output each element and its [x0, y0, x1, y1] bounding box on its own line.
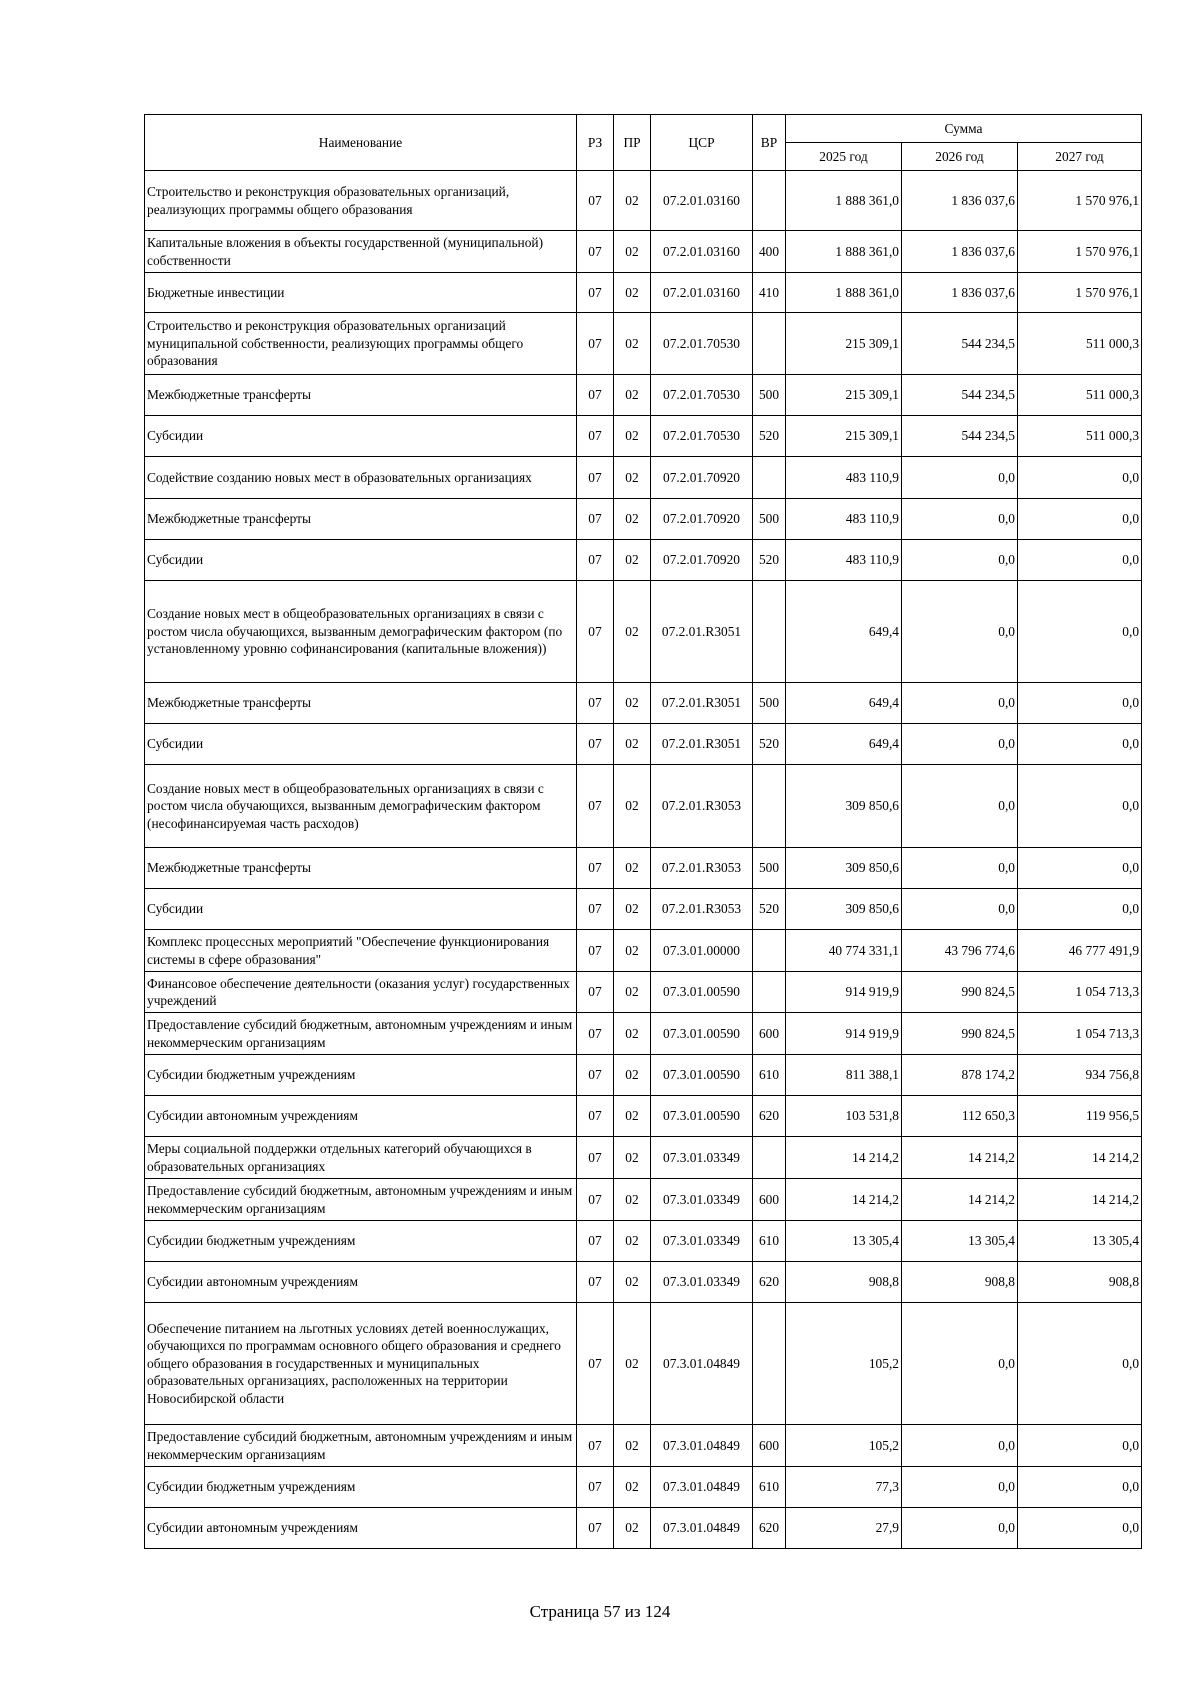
row-sum-2027: 0,0 [1018, 1303, 1142, 1425]
table-row [145, 765, 1142, 848]
row-csr: 07.3.01.00590 [651, 1055, 753, 1096]
row-sum-2027: 0,0 [1018, 540, 1142, 581]
row-rz: 07 [577, 231, 614, 273]
row-pr: 02 [614, 930, 651, 972]
row-sum-2026: 0,0 [902, 1303, 1018, 1425]
row-sum-2025: 309 850,6 [786, 889, 902, 930]
row-csr: 07.2.01.70920 [651, 540, 753, 581]
row-vr: 620 [753, 1508, 786, 1549]
row-sum-2025: 914 919,9 [786, 1013, 902, 1055]
row-rz: 07 [577, 581, 614, 683]
row-pr: 02 [614, 171, 651, 231]
row-csr: 07.2.01.R3051 [651, 724, 753, 765]
row-pr: 02 [614, 765, 651, 848]
table-row [145, 171, 1142, 231]
row-rz: 07 [577, 416, 614, 457]
row-name: Субсидии [145, 889, 577, 930]
row-csr: 07.2.01.70920 [651, 457, 753, 499]
row-name: Предоставление субсидий бюджетным, автономным учреждениям и иным некоммерческим организациям [145, 1013, 577, 1055]
row-pr: 02 [614, 375, 651, 416]
row-rz: 07 [577, 1467, 614, 1508]
table-row [145, 1055, 1142, 1096]
row-pr: 02 [614, 1467, 651, 1508]
row-sum-2025: 14 214,2 [786, 1179, 902, 1221]
row-sum-2027: 0,0 [1018, 1425, 1142, 1467]
table-row [145, 1137, 1142, 1179]
row-rz: 07 [577, 848, 614, 889]
table-row [145, 457, 1142, 499]
row-sum-2027: 119 956,5 [1018, 1096, 1142, 1137]
row-csr: 07.3.01.00000 [651, 930, 753, 972]
row-vr: 500 [753, 499, 786, 540]
table-row [145, 273, 1142, 313]
row-sum-2026: 990 824,5 [902, 972, 1018, 1013]
row-sum-2025: 649,4 [786, 724, 902, 765]
row-csr: 07.3.01.04849 [651, 1425, 753, 1467]
table-row [145, 683, 1142, 724]
row-pr: 02 [614, 1425, 651, 1467]
row-sum-2025: 811 388,1 [786, 1055, 902, 1096]
row-sum-2026: 14 214,2 [902, 1137, 1018, 1179]
row-sum-2026: 0,0 [902, 724, 1018, 765]
row-sum-2026: 1 836 037,6 [902, 273, 1018, 313]
row-rz: 07 [577, 683, 614, 724]
row-sum-2027: 0,0 [1018, 581, 1142, 683]
row-sum-2026: 0,0 [902, 765, 1018, 848]
row-rz: 07 [577, 540, 614, 581]
table-row [145, 889, 1142, 930]
row-csr: 07.3.01.00590 [651, 1013, 753, 1055]
row-sum-2025: 105,2 [786, 1303, 902, 1425]
row-pr: 02 [614, 889, 651, 930]
row-pr: 02 [614, 457, 651, 499]
row-sum-2027: 0,0 [1018, 1508, 1142, 1549]
row-csr: 07.3.01.04849 [651, 1467, 753, 1508]
row-sum-2026: 43 796 774,6 [902, 930, 1018, 972]
row-vr: 610 [753, 1055, 786, 1096]
page-number: Страница 57 из 124 [529, 1602, 671, 1621]
row-rz: 07 [577, 1137, 614, 1179]
row-rz: 07 [577, 273, 614, 313]
row-sum-2027: 0,0 [1018, 724, 1142, 765]
row-vr [753, 171, 786, 231]
row-sum-2027: 1 570 976,1 [1018, 231, 1142, 273]
row-csr: 07.2.01.R3051 [651, 581, 753, 683]
row-name: Предоставление субсидий бюджетным, автономным учреждениям и иным некоммерческим организациям [145, 1179, 577, 1221]
table-row [145, 1467, 1142, 1508]
row-pr: 02 [614, 1096, 651, 1137]
row-rz: 07 [577, 1096, 614, 1137]
row-csr: 07.2.01.03160 [651, 171, 753, 231]
row-vr: 500 [753, 375, 786, 416]
row-sum-2026: 0,0 [902, 1467, 1018, 1508]
row-sum-2025: 103 531,8 [786, 1096, 902, 1137]
table-row [145, 416, 1142, 457]
row-sum-2025: 483 110,9 [786, 540, 902, 581]
row-csr: 07.2.01.R3051 [651, 683, 753, 724]
row-sum-2025: 215 309,1 [786, 416, 902, 457]
row-rz: 07 [577, 499, 614, 540]
table-row [145, 540, 1142, 581]
row-sum-2025: 649,4 [786, 683, 902, 724]
row-csr: 07.2.01.03160 [651, 273, 753, 313]
row-name: Обеспечение питанием на льготных условиях детей военнослужащих, обучающихся по программам основного общего образования и среднего общего образования в государственных и муниципальных образовательных организациях, расположенных на территории Новосибирской области [145, 1303, 577, 1425]
row-sum-2025: 77,3 [786, 1467, 902, 1508]
table-row [145, 231, 1142, 273]
table-row [145, 1425, 1142, 1467]
row-name: Субсидии автономным учреждениям [145, 1262, 577, 1303]
row-name: Меры социальной поддержки отдельных категорий обучающихся в образовательных организациях [145, 1137, 577, 1179]
row-csr: 07.3.01.03349 [651, 1137, 753, 1179]
table-row [145, 848, 1142, 889]
row-pr: 02 [614, 1262, 651, 1303]
table-row [145, 1262, 1142, 1303]
row-rz: 07 [577, 1055, 614, 1096]
table-row [145, 930, 1142, 972]
row-name: Субсидии [145, 724, 577, 765]
row-pr: 02 [614, 1137, 651, 1179]
row-name: Субсидии [145, 416, 577, 457]
row-vr [753, 930, 786, 972]
row-pr: 02 [614, 416, 651, 457]
row-pr: 02 [614, 683, 651, 724]
row-name: Субсидии автономным учреждениям [145, 1096, 577, 1137]
row-pr: 02 [614, 848, 651, 889]
row-sum-2027: 934 756,8 [1018, 1055, 1142, 1096]
row-csr: 07.2.01.R3053 [651, 765, 753, 848]
budget-table [144, 114, 1142, 1549]
header-name: Наименование [145, 115, 577, 171]
row-sum-2026: 990 824,5 [902, 1013, 1018, 1055]
row-csr: 07.2.01.70920 [651, 499, 753, 540]
row-rz: 07 [577, 724, 614, 765]
row-sum-2027: 0,0 [1018, 1467, 1142, 1508]
row-sum-2026: 544 234,5 [902, 416, 1018, 457]
row-csr: 07.3.01.04849 [651, 1508, 753, 1549]
row-sum-2026: 544 234,5 [902, 375, 1018, 416]
row-name: Создание новых мест в общеобразовательных организациях в связи с ростом числа обучающихся, вызванным демографическим фактором (несофинансируемая часть расходов) [145, 765, 577, 848]
row-csr: 07.3.01.00590 [651, 1096, 753, 1137]
row-vr: 520 [753, 724, 786, 765]
row-sum-2025: 215 309,1 [786, 313, 902, 375]
row-sum-2025: 215 309,1 [786, 375, 902, 416]
row-csr: 07.2.01.R3053 [651, 848, 753, 889]
table-row [145, 499, 1142, 540]
table-body [145, 171, 1142, 1549]
row-name: Финансовое обеспечение деятельности (оказания услуг) государственных учреждений [145, 972, 577, 1013]
table-row [145, 1013, 1142, 1055]
row-sum-2027: 0,0 [1018, 848, 1142, 889]
row-name: Субсидии бюджетным учреждениям [145, 1055, 577, 1096]
row-sum-2025: 40 774 331,1 [786, 930, 902, 972]
row-sum-2025: 649,4 [786, 581, 902, 683]
table-row [145, 581, 1142, 683]
header-pr: ПР [614, 115, 651, 171]
row-rz: 07 [577, 457, 614, 499]
row-sum-2027: 511 000,3 [1018, 416, 1142, 457]
row-rz: 07 [577, 972, 614, 1013]
row-name: Межбюджетные трансферты [145, 375, 577, 416]
row-name: Межбюджетные трансферты [145, 499, 577, 540]
table-row [145, 313, 1142, 375]
row-vr: 500 [753, 848, 786, 889]
row-sum-2026: 1 836 037,6 [902, 231, 1018, 273]
row-name: Капитальные вложения в объекты государственной (муниципальной) собственности [145, 231, 577, 273]
row-vr: 600 [753, 1425, 786, 1467]
row-vr [753, 457, 786, 499]
row-sum-2027: 0,0 [1018, 457, 1142, 499]
table-header [145, 115, 1142, 171]
row-sum-2026: 0,0 [902, 889, 1018, 930]
row-pr: 02 [614, 724, 651, 765]
row-sum-2026: 1 836 037,6 [902, 171, 1018, 231]
header-csr: ЦСР [651, 115, 753, 171]
row-name: Предоставление субсидий бюджетным, автономным учреждениям и иным некоммерческим организациям [145, 1425, 577, 1467]
row-sum-2027: 511 000,3 [1018, 375, 1142, 416]
row-name: Создание новых мест в общеобразовательных организациях в связи с ростом числа обучающихся, вызванным демографическим фактором (по установленному уровню софинансирования (капитальные вложения)) [145, 581, 577, 683]
row-vr: 610 [753, 1221, 786, 1262]
row-sum-2026: 112 650,3 [902, 1096, 1018, 1137]
row-csr: 07.2.01.70530 [651, 416, 753, 457]
table-row [145, 1508, 1142, 1549]
row-sum-2025: 1 888 361,0 [786, 273, 902, 313]
row-sum-2026: 0,0 [902, 457, 1018, 499]
table-row [145, 1096, 1142, 1137]
row-vr: 520 [753, 540, 786, 581]
row-name: Строительство и реконструкция образовательных организаций, реализующих программы общего образования [145, 171, 577, 231]
row-csr: 07.2.01.03160 [651, 231, 753, 273]
row-sum-2027: 1 570 976,1 [1018, 273, 1142, 313]
row-sum-2025: 483 110,9 [786, 457, 902, 499]
row-sum-2025: 1 888 361,0 [786, 231, 902, 273]
row-csr: 07.3.01.03349 [651, 1262, 753, 1303]
row-sum-2025: 27,9 [786, 1508, 902, 1549]
row-sum-2025: 1 888 361,0 [786, 171, 902, 231]
row-vr: 600 [753, 1013, 786, 1055]
row-name: Межбюджетные трансферты [145, 848, 577, 889]
row-pr: 02 [614, 1179, 651, 1221]
row-sum-2027: 1 570 976,1 [1018, 171, 1142, 231]
row-csr: 07.3.01.03349 [651, 1221, 753, 1262]
row-vr [753, 581, 786, 683]
row-sum-2025: 309 850,6 [786, 765, 902, 848]
row-rz: 07 [577, 1013, 614, 1055]
row-pr: 02 [614, 231, 651, 273]
row-sum-2027: 0,0 [1018, 683, 1142, 724]
row-name: Межбюджетные трансферты [145, 683, 577, 724]
row-csr: 07.3.01.04849 [651, 1303, 753, 1425]
row-sum-2027: 14 214,2 [1018, 1179, 1142, 1221]
row-vr: 610 [753, 1467, 786, 1508]
row-sum-2027: 46 777 491,9 [1018, 930, 1142, 972]
row-sum-2026: 0,0 [902, 499, 1018, 540]
row-rz: 07 [577, 765, 614, 848]
row-rz: 07 [577, 930, 614, 972]
row-rz: 07 [577, 889, 614, 930]
row-sum-2026: 544 234,5 [902, 313, 1018, 375]
table-row [145, 1179, 1142, 1221]
row-pr: 02 [614, 313, 651, 375]
row-pr: 02 [614, 1221, 651, 1262]
row-rz: 07 [577, 375, 614, 416]
row-rz: 07 [577, 1508, 614, 1549]
header-year-2027: 2027 год [1018, 143, 1142, 171]
header-year-2026: 2026 год [902, 143, 1018, 171]
row-name: Бюджетные инвестиции [145, 273, 577, 313]
row-sum-2027: 0,0 [1018, 889, 1142, 930]
row-sum-2025: 309 850,6 [786, 848, 902, 889]
header-rz: РЗ [577, 115, 614, 171]
row-vr [753, 313, 786, 375]
row-sum-2026: 0,0 [902, 683, 1018, 724]
row-vr [753, 1303, 786, 1425]
row-sum-2027: 1 054 713,3 [1018, 972, 1142, 1013]
row-sum-2025: 914 919,9 [786, 972, 902, 1013]
row-rz: 07 [577, 313, 614, 375]
row-pr: 02 [614, 1013, 651, 1055]
row-rz: 07 [577, 171, 614, 231]
row-rz: 07 [577, 1179, 614, 1221]
row-sum-2027: 14 214,2 [1018, 1137, 1142, 1179]
row-sum-2027: 0,0 [1018, 765, 1142, 848]
row-sum-2026: 878 174,2 [902, 1055, 1018, 1096]
row-rz: 07 [577, 1221, 614, 1262]
row-sum-2026: 0,0 [902, 1508, 1018, 1549]
row-sum-2025: 908,8 [786, 1262, 902, 1303]
header-vr: ВР [753, 115, 786, 171]
row-csr: 07.2.01.70530 [651, 313, 753, 375]
row-vr: 400 [753, 231, 786, 273]
table-row [145, 1303, 1142, 1425]
row-sum-2027: 908,8 [1018, 1262, 1142, 1303]
row-csr: 07.2.01.R3053 [651, 889, 753, 930]
row-csr: 07.3.01.00590 [651, 972, 753, 1013]
row-name: Содействие созданию новых мест в образовательных организациях [145, 457, 577, 499]
row-vr: 620 [753, 1096, 786, 1137]
row-name: Субсидии бюджетным учреждениям [145, 1221, 577, 1262]
row-pr: 02 [614, 499, 651, 540]
row-pr: 02 [614, 1508, 651, 1549]
row-sum-2025: 14 214,2 [786, 1137, 902, 1179]
row-vr: 520 [753, 889, 786, 930]
row-sum-2025: 105,2 [786, 1425, 902, 1467]
row-sum-2026: 0,0 [902, 581, 1018, 683]
row-vr: 520 [753, 416, 786, 457]
row-pr: 02 [614, 273, 651, 313]
row-sum-2027: 511 000,3 [1018, 313, 1142, 375]
row-name: Субсидии [145, 540, 577, 581]
row-vr [753, 1137, 786, 1179]
row-vr: 410 [753, 273, 786, 313]
row-sum-2027: 0,0 [1018, 499, 1142, 540]
row-sum-2026: 14 214,2 [902, 1179, 1018, 1221]
row-rz: 07 [577, 1303, 614, 1425]
row-name: Комплекс процессных мероприятий "Обеспечение функционирования системы в сфере образования" [145, 930, 577, 972]
row-pr: 02 [614, 1055, 651, 1096]
row-sum-2027: 13 305,4 [1018, 1221, 1142, 1262]
row-pr: 02 [614, 1303, 651, 1425]
row-vr: 620 [753, 1262, 786, 1303]
row-vr: 500 [753, 683, 786, 724]
row-csr: 07.3.01.03349 [651, 1179, 753, 1221]
header-year-2025: 2025 год [786, 143, 902, 171]
row-sum-2027: 1 054 713,3 [1018, 1013, 1142, 1055]
row-sum-2025: 13 305,4 [786, 1221, 902, 1262]
row-sum-2025: 483 110,9 [786, 499, 902, 540]
row-sum-2026: 908,8 [902, 1262, 1018, 1303]
row-name: Субсидии бюджетным учреждениям [145, 1467, 577, 1508]
header-sum: Сумма [786, 115, 1142, 143]
table-row [145, 375, 1142, 416]
row-rz: 07 [577, 1425, 614, 1467]
row-vr: 600 [753, 1179, 786, 1221]
row-sum-2026: 0,0 [902, 1425, 1018, 1467]
table-row [145, 724, 1142, 765]
row-sum-2026: 0,0 [902, 848, 1018, 889]
row-vr [753, 765, 786, 848]
row-name: Строительство и реконструкция образовательных организаций муниципальной собственности, реализующих программы общего образования [145, 313, 577, 375]
row-name: Субсидии автономным учреждениям [145, 1508, 577, 1549]
row-sum-2026: 0,0 [902, 540, 1018, 581]
table-row [145, 972, 1142, 1013]
row-pr: 02 [614, 581, 651, 683]
row-pr: 02 [614, 540, 651, 581]
table-row [145, 1221, 1142, 1262]
row-vr [753, 972, 786, 1013]
row-sum-2026: 13 305,4 [902, 1221, 1018, 1262]
row-rz: 07 [577, 1262, 614, 1303]
row-csr: 07.2.01.70530 [651, 375, 753, 416]
row-pr: 02 [614, 972, 651, 1013]
